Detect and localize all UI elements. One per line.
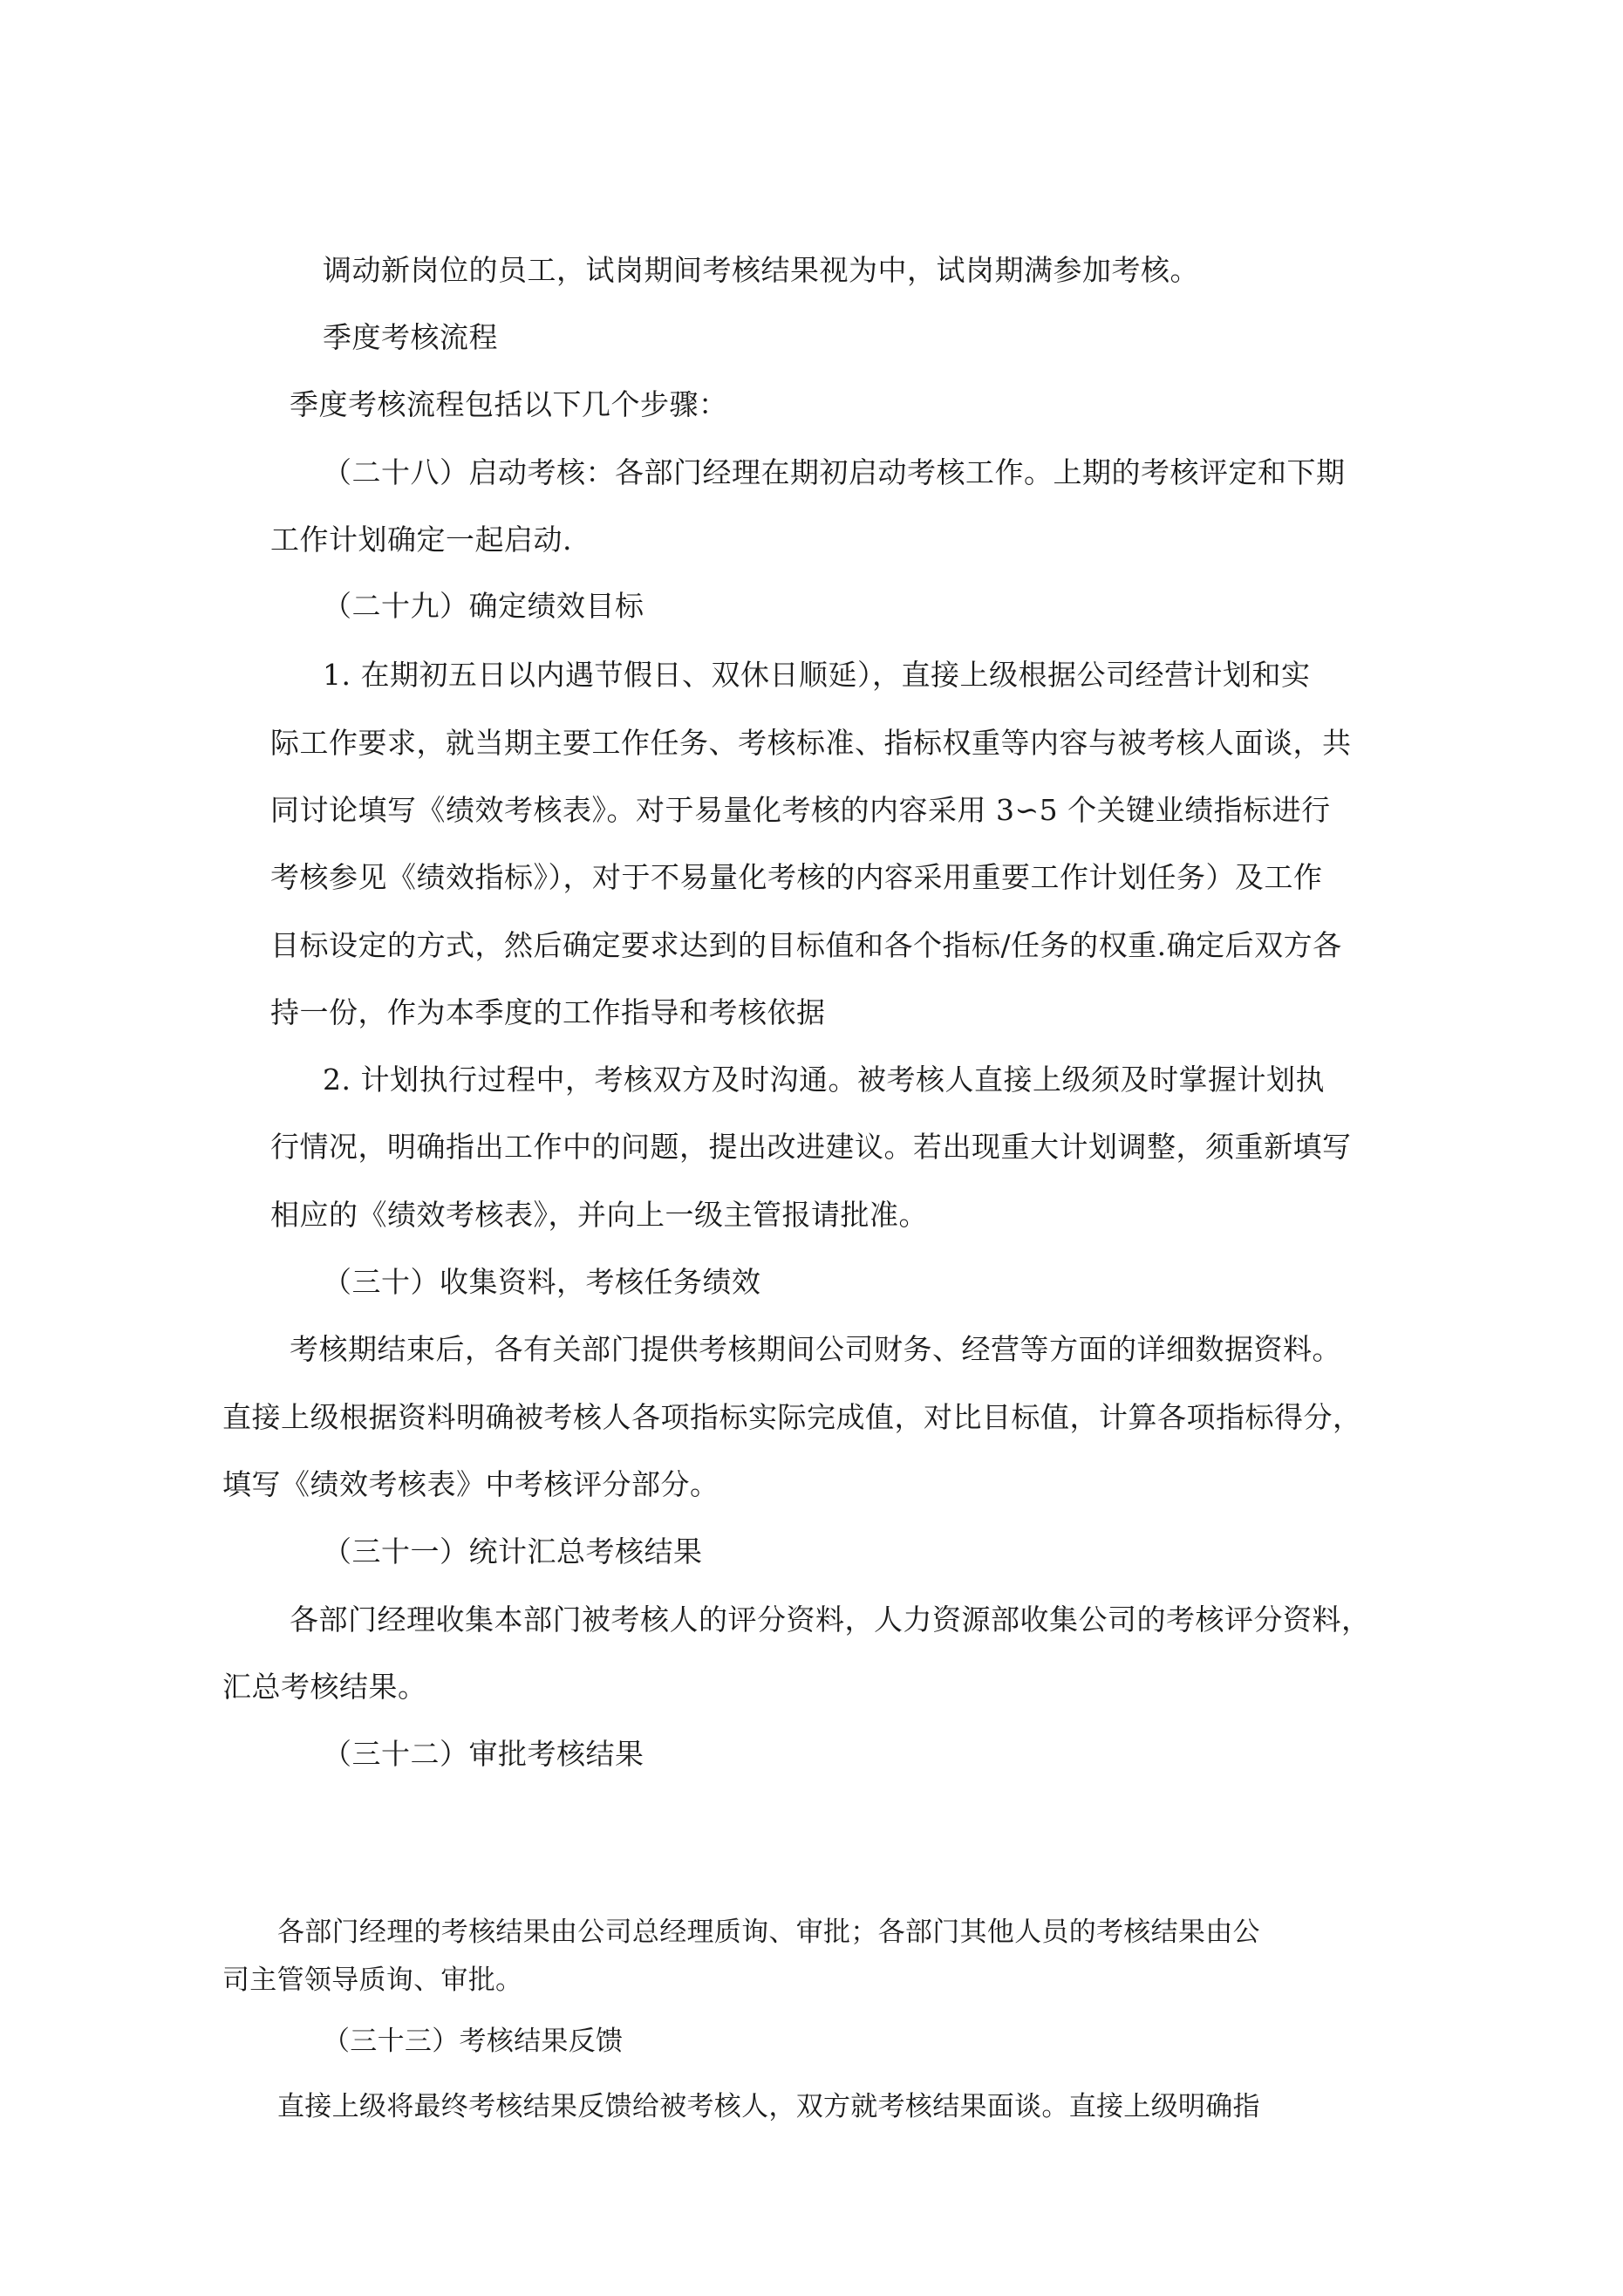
section-heading: （三十三）考核结果反馈: [323, 2026, 624, 2057]
text-line: （二十八）启动考核：各部门经理在期初启动考核工作。上期的考核评定和下期: [323, 455, 1346, 489]
text-line: 相应的《绩效考核表》，并向上一级主管报请批准。: [270, 1198, 928, 1232]
text-line: 填写《绩效考核表》中考核评分部分。: [222, 1467, 719, 1501]
text-line: 1. 在期初五日以内遇节假日、双休日顺延），直接上级根据公司经营计划和实: [323, 658, 1311, 692]
text-line: 直接上级根据资料明确被考核人各项指标实际完成值，对比目标值，计算各项指标得分，: [222, 1400, 1362, 1434]
text-line: 季度考核流程包括以下几个步骤：: [290, 387, 728, 421]
section-heading: （三十二）审批考核结果: [323, 1737, 644, 1771]
text-line: 各部门经理的考核结果由公司总经理质询、审批；各部门其他人员的考核结果由公: [277, 1917, 1260, 1948]
text-line: 考核期结束后，各有关部门提供考核期间公司财务、经营等方面的详细数据资料。: [290, 1332, 1341, 1366]
section-heading: （二十九）确定绩效目标: [323, 589, 644, 623]
text-line: 工作计划确定一起启动.: [270, 523, 572, 557]
section-heading: （三十一）统计汇总考核结果: [323, 1534, 703, 1568]
section-heading: 季度考核流程: [323, 320, 498, 354]
text-line: 同讨论填写《绩效考核表》。对于易量化考核的内容采用 3∽5 个关键业绩指标进行: [270, 793, 1331, 827]
section-heading: （三十）收集资料，考核任务绩效: [323, 1265, 761, 1299]
text-line: 各部门经理收集本部门被考核人的评分资料，人力资源部收集公司的考核评分资料，: [290, 1602, 1371, 1637]
text-line: 直接上级将最终考核结果反馈给被考核人，双方就考核结果面谈。直接上级明确指: [277, 2091, 1260, 2122]
text-line: 调动新岗位的员工，试岗期间考核结果视为中，试岗期满参加考核。: [323, 253, 1199, 287]
text-line: 持一份，作为本季度的工作指导和考核依据: [270, 995, 826, 1029]
text-line: 2. 计划执行过程中，考核双方及时沟通。被考核人直接上级须及时掌握计划执: [323, 1063, 1325, 1097]
text-line: 汇总考核结果。: [222, 1670, 427, 1704]
text-line: 目标设定的方式，然后确定要求达到的目标值和各个指标/任务的权重.确定后双方各: [270, 928, 1342, 962]
text-line: 际工作要求，就当期主要工作任务、考核标准、指标权重等内容与被考核人面谈，共: [270, 726, 1352, 760]
text-line: 司主管领导质询、审批。: [222, 1965, 523, 1996]
text-line: 考核参见《绩效指标》），对于不易量化考核的内容采用重要工作计划任务）及工作: [270, 860, 1323, 894]
text-line: 行情况，明确指出工作中的问题，提出改进建议。若出现重大计划调整，须重新填写: [270, 1130, 1352, 1164]
